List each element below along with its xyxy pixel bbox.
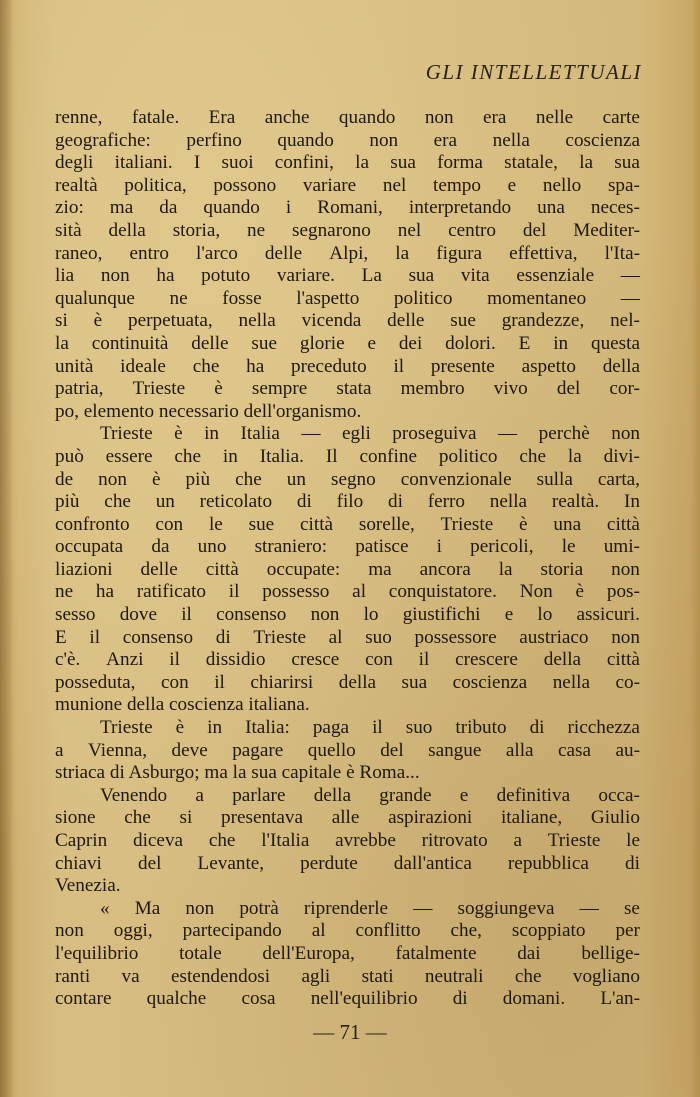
text-line: posseduta, con il chiarirsi della sua coscienza nella co- — [55, 671, 640, 693]
text-line: sesso dove il consenso non lo giustifichi e lo assicuri. — [55, 604, 640, 626]
page-number: — 71 — — [313, 1020, 387, 1044]
text-line: degli italiani. I suoi confini, la sua forma statale, la sua — [55, 152, 640, 174]
text-line: po, elemento necessario dell'organismo. — [55, 400, 362, 422]
text-line: la continuità delle sue glorie e dei dolori. E in questa — [55, 332, 640, 354]
text-line: realtà politica, possono variare nel tempo e nello spa- — [55, 174, 640, 196]
text-line: munione della coscienza italiana. — [55, 694, 310, 716]
text-line: E il consenso di Trieste al suo possessore austriaco non — [55, 626, 640, 648]
text-line: si è perpetuata, nella vicenda delle sue grandezze, nel- — [55, 310, 640, 332]
text-line: sità della storia, ne segnarono nel centro del Mediter- — [55, 219, 640, 241]
text-line: Caprin diceva che l'Italia avrebbe ritrovato a Trieste le — [55, 830, 640, 851]
page-edge-shadow — [0, 0, 14, 1097]
text-line: più che un reticolato di filo di ferro nella realtà. In — [55, 491, 640, 513]
text-line: l'equilibrio totale dell'Europa, fatalmente dai bellige- — [55, 942, 640, 964]
text-line: occupata da uno straniero: patisce i pericoli, le umi- — [55, 536, 640, 558]
text-line: c'è. Anzi il dissidio cresce con il crescere della città — [55, 649, 640, 671]
text-line: sione che si presentava alle aspirazioni italiane, Giulio — [55, 807, 640, 829]
text-line: contare qualche cosa nell'equilibrio di domani. L'an- — [55, 988, 640, 1010]
text-line: striaca di Asburgo; ma la sua capitale è Roma... — [55, 762, 420, 784]
text-line: chiavi del Levante, perdute dall'antica repubblica di — [55, 852, 640, 874]
text-line: lia non ha potuto variare. La sua vita essenziale — — [55, 265, 640, 287]
body-text — [55, 107, 640, 1011]
text-line: Venezia. — [55, 875, 121, 897]
text-line: Trieste è in Italia: paga il suo tributo di ricchezza — [100, 717, 640, 739]
text-line: renne, fatale. Era anche quando non era nelle carte — [55, 107, 640, 128]
text-line: zio: ma da quando i Romani, interpretando una neces- — [55, 197, 640, 219]
text-line: geografiche: perfino quando non era nella coscienza — [55, 129, 640, 151]
text-line: raneo, entro l'arco delle Alpi, la figura effettiva, l'Ita- — [55, 242, 640, 264]
text-line: non oggi, partecipando al conflitto che, scoppiato per — [55, 920, 640, 942]
text-line: a Vienna, deve pagare quello del sangue alla casa au- — [55, 739, 640, 761]
text-line: liazioni delle città occupate: ma ancora la storia non — [55, 558, 640, 580]
text-line: patria, Trieste è sempre stata membro vivo del cor- — [55, 378, 640, 400]
text-line: Trieste è in Italia — egli proseguiva — perchè non — [100, 423, 640, 445]
text-line: può essere che in Italia. Il confine politico che la divi- — [55, 445, 640, 467]
text-line: de non è più che un segno convenzionale sulla carta, — [55, 468, 640, 490]
text-line: unità ideale che ha preceduto il presente aspetto della — [55, 355, 640, 377]
running-head: GLI INTELLETTUALI — [425, 60, 642, 84]
text-line: ranti va estendendosi agli stati neutrali che vogliano — [55, 965, 640, 987]
text-line: « Ma non potrà riprenderle — soggiungeva — se — [100, 897, 640, 919]
text-line: Venendo a parlare della grande e definitiva occa- — [100, 784, 640, 806]
text-line: confronto con le sue città sorelle, Trieste è una città — [55, 513, 640, 535]
text-line: qualunque ne fosse l'aspetto politico momentaneo — — [55, 287, 640, 309]
text-line: ne ha ratificato il possesso al conquistatore. Non è pos- — [55, 581, 640, 603]
